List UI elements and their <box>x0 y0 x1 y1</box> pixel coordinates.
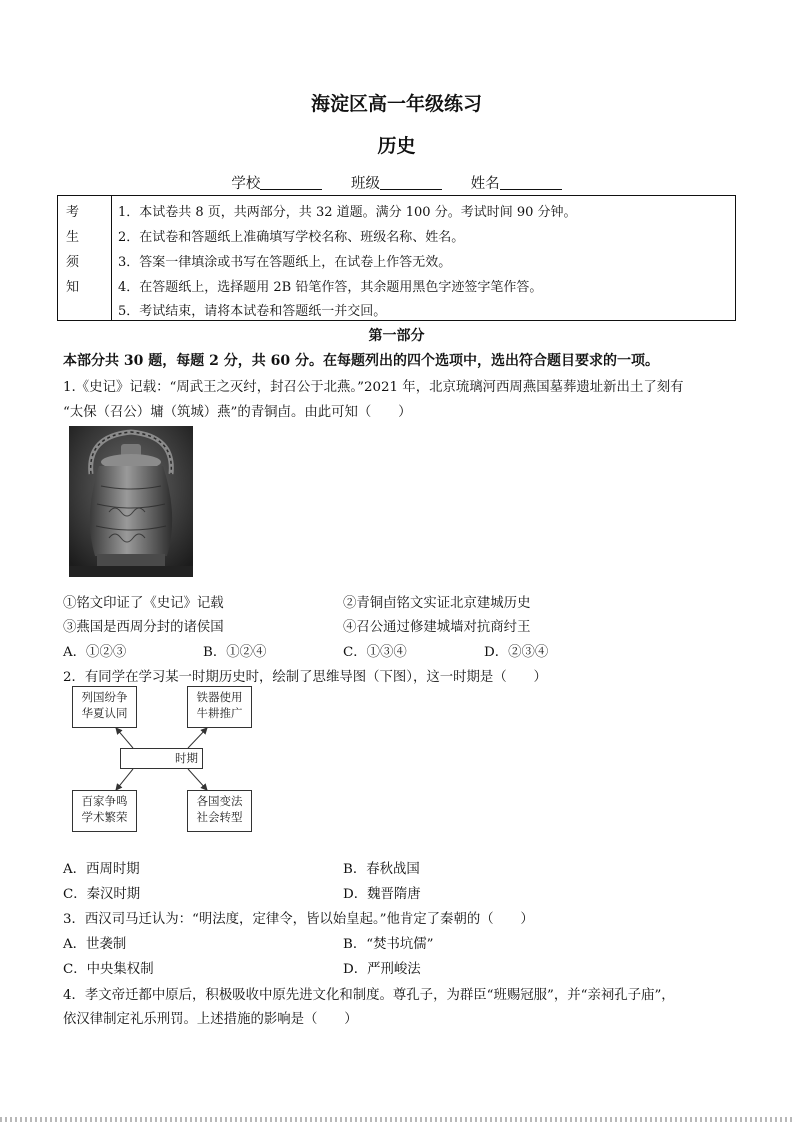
q3-option-d[interactable]: D．严刑峻法 <box>343 962 421 977</box>
bronze-vessel-photo <box>69 426 193 577</box>
q3-option-b[interactable]: B．“焚书坑儒” <box>343 937 434 952</box>
mind-map-center <box>120 748 203 769</box>
q1-option-a[interactable]: A．①②③ <box>63 645 127 660</box>
q1-statement-3: ③燕国是西周分封的诸侯国 <box>63 620 224 635</box>
q4-stem-line2: 依汉律制定礼乐刑罚。上述措施的影响是（ ） <box>63 1012 358 1027</box>
node-text: 学术繁荣 <box>81 810 128 824</box>
q2-option-c[interactable]: C．秦汉时期 <box>63 887 141 902</box>
notice-side-char: 知 <box>66 280 80 295</box>
q2-option-d[interactable]: D．魏晋隋唐 <box>343 887 421 902</box>
node-text: 百家争鸣 <box>81 794 128 808</box>
node-text: 社会转型 <box>196 810 243 824</box>
mind-map-node-tr <box>187 686 252 728</box>
class-blank[interactable] <box>380 175 442 190</box>
subject-title: 历史 <box>377 135 416 157</box>
school-blank[interactable] <box>260 175 322 190</box>
name-blank[interactable] <box>500 175 562 190</box>
mind-map-node-bl <box>72 790 137 832</box>
q3-stem: 3．西汉司马迁认为：“明法度，定律令，皆以始皇起。”他肯定了秦朝的（ ） <box>63 912 534 927</box>
node-text: 牛耕推广 <box>196 706 243 720</box>
q1-option-c[interactable]: C．①③④ <box>343 645 407 660</box>
node-text: 华夏认同 <box>81 706 128 720</box>
q1-statement-1: ①铭文印证了《史记》记载 <box>63 596 224 611</box>
center-text: 时期 <box>175 751 198 765</box>
mind-map-diagram <box>63 686 273 836</box>
q4-stem-line1: 4．孝文帝迁都中原后，积极吸收中原先进文化和制度。尊孔子，为群臣“班赐冠服”，并“亲祠孔子庙”， <box>63 988 675 1003</box>
notice-side-char: 须 <box>66 255 80 270</box>
notice-side-label <box>58 196 112 320</box>
q2-option-b[interactable]: B．春秋战国 <box>343 862 420 877</box>
school-field[interactable] <box>231 176 322 192</box>
q2-option-a[interactable]: A．西周时期 <box>63 862 140 877</box>
notice-item: 4．在答题纸上，选择题用 2B 铅笔作答，其余题用黑色字迹签字笔作答。 <box>118 280 543 295</box>
notice-item: 3．答案一律填涂或书写在答题纸上，在试卷上作答无效。 <box>118 255 452 270</box>
notice-item: 2．在试卷和答题纸上准确填写学校名称、班级名称、姓名。 <box>118 230 465 245</box>
student-info-fields <box>0 172 793 193</box>
node-text: 各国变法 <box>196 794 243 808</box>
q1-option-b[interactable]: B．①②④ <box>203 645 267 660</box>
name-field[interactable] <box>471 176 562 192</box>
mind-map-node-tl <box>72 686 137 728</box>
notice-items <box>118 196 731 320</box>
page-bottom-edge <box>0 1117 793 1122</box>
q2-stem: 2．有同学在学习某一时期历史时，绘制了思维导图（下图），这一时期是（ ） <box>63 670 547 685</box>
node-text: 列国纷争 <box>81 690 128 704</box>
q1-statement-4: ④召公通过修建城墙对抗商纣王 <box>343 620 531 635</box>
section-instruction: 本部分共 30 题，每题 2 分，共 60 分。在每题列出的四个选项中，选出符合题目要求的一项。 <box>63 353 659 369</box>
class-field[interactable] <box>351 176 442 192</box>
candidate-notice-box <box>57 195 736 321</box>
notice-item: 1．本试卷共 8 页，共两部分，共 32 道题。满分 100 分。考试时间 90 分钟。 <box>118 205 577 220</box>
name-label: 姓名 <box>470 176 500 192</box>
section-heading: 第一部分 <box>368 328 425 344</box>
bronze-you-image <box>69 426 193 577</box>
class-label: 班级 <box>351 176 380 192</box>
q3-option-a[interactable]: A．世袭制 <box>63 937 127 952</box>
q1-option-d[interactable]: D．②③④ <box>484 645 549 660</box>
node-text: 铁器使用 <box>196 690 243 704</box>
q3-option-c[interactable]: C．中央集权制 <box>63 962 154 977</box>
q1-statement-2: ②青铜卣铭文实证北京建城历史 <box>343 596 531 611</box>
page-title: 海淀区高一年级练习 <box>310 93 482 115</box>
notice-item: 5．考试结束，请将本试卷和答题纸一并交回。 <box>118 304 387 319</box>
mind-map-node-br <box>187 790 252 832</box>
q1-stem-line1: 1.《史记》记载：“周武王之灭纣，封召公于北燕。”2021 年，北京琉璃河西周燕国墓葬遗址新出土了刻有 <box>63 380 684 395</box>
notice-side-char: 生 <box>66 230 80 245</box>
q1-stem-line2: “太保（召公）墉（筑城）燕”的青铜卣。由此可知（ ） <box>63 405 412 420</box>
notice-side-char: 考 <box>66 205 80 220</box>
school-label: 学校 <box>231 176 261 192</box>
